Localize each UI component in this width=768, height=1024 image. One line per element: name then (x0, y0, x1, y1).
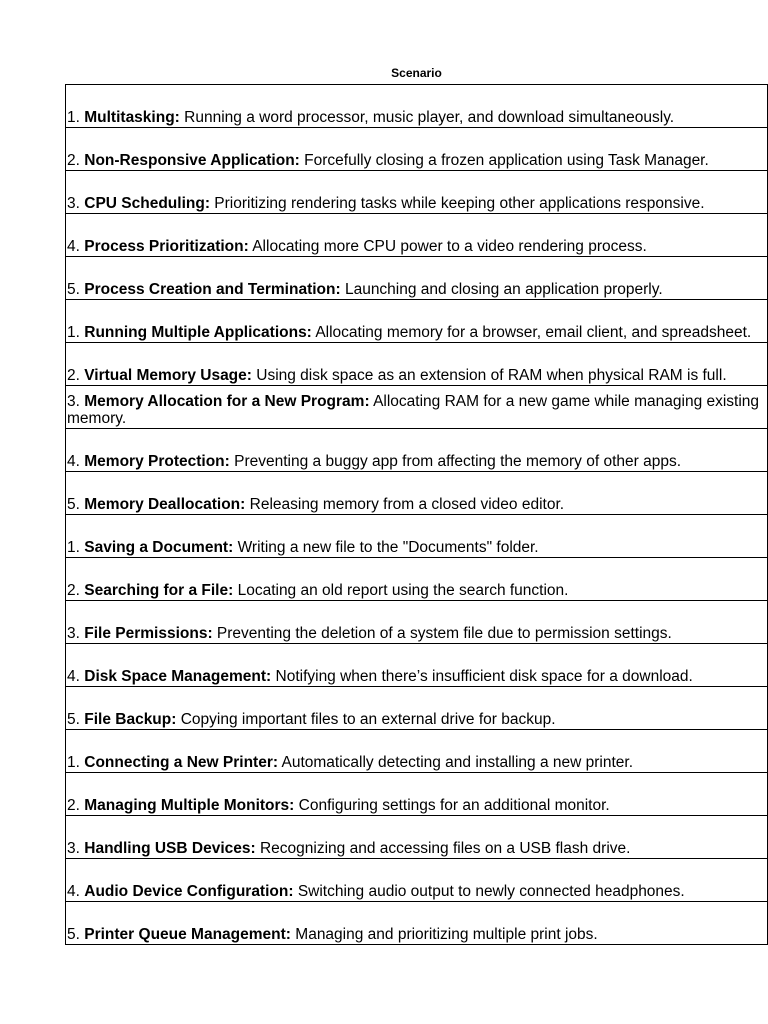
scenario-cell[interactable] (66, 859, 768, 902)
scenario-number: 4. (67, 238, 80, 255)
scenario-cell[interactable] (66, 300, 768, 343)
scenario-description: Allocating more CPU power to a video rendering process. (252, 238, 647, 255)
scenario-number: 2. (67, 152, 80, 169)
scenario-number: 5. (67, 926, 80, 943)
scenario-number: 5. (67, 711, 80, 728)
scenario-description: Notifying when there’s insufficient disk space for a download. (275, 668, 693, 685)
scenario-description: Configuring settings for an additional monitor. (298, 797, 610, 814)
table-row (66, 644, 768, 687)
scenario-cell[interactable] (66, 730, 768, 773)
scenario-term: Memory Deallocation: (84, 496, 246, 513)
table-row (66, 257, 768, 300)
scenario-description: Prioritizing rendering tasks while keeping other applications responsive. (214, 195, 705, 212)
scenario-term: Virtual Memory Usage: (84, 367, 252, 384)
scenario-term: Memory Protection: (84, 453, 230, 470)
scenario-term: File Backup: (84, 711, 177, 728)
scenario-number: 1. (67, 539, 80, 556)
scenario-cell[interactable] (66, 386, 768, 429)
scenario-cell[interactable] (66, 472, 768, 515)
scenario-term: Connecting a New Printer: (84, 754, 279, 771)
scenario-cell[interactable] (66, 214, 768, 257)
table-row (66, 902, 768, 945)
table-row (66, 816, 768, 859)
scenario-table-body (66, 85, 768, 945)
scenario-term: Audio Device Configuration: (84, 883, 294, 900)
table-row (66, 558, 768, 601)
scenario-number: 3. (67, 840, 80, 857)
scenario-term: Non-Responsive Application: (84, 152, 300, 169)
scenario-description: Locating an old report using the search function. (237, 582, 569, 599)
scenario-number: 5. (67, 496, 80, 513)
scenario-number: 1. (67, 754, 80, 771)
scenario-number: 1. (67, 109, 80, 126)
scenario-term: Disk Space Management: (84, 668, 272, 685)
table-row (66, 730, 768, 773)
scenario-cell[interactable] (66, 558, 768, 601)
table-row (66, 773, 768, 816)
table-row (66, 687, 768, 730)
scenario-cell[interactable] (66, 515, 768, 558)
scenario-description: Recognizing and accessing files on a USB flash drive. (259, 840, 631, 857)
table-row (66, 85, 768, 128)
scenario-term: Handling USB Devices: (84, 840, 256, 857)
scenario-term: Saving a Document: (84, 539, 234, 556)
scenario-term: Searching for a File: (84, 582, 234, 599)
scenario-description: Using disk space as an extension of RAM when physical RAM is full. (256, 367, 727, 384)
scenario-cell[interactable] (66, 902, 768, 945)
scenario-description: Allocating memory for a browser, email client, and spreadsheet. (315, 324, 752, 341)
table-row (66, 859, 768, 902)
scenario-term: Running Multiple Applications: (84, 324, 312, 341)
scenario-description: Releasing memory from a closed video editor. (249, 496, 565, 513)
scenario-number: 4. (67, 453, 80, 470)
scenario-cell[interactable] (66, 773, 768, 816)
scenario-term: Process Creation and Termination: (84, 281, 341, 298)
scenario-cell[interactable] (66, 128, 768, 171)
table-row (66, 171, 768, 214)
scenario-number: 3. (67, 195, 80, 212)
scenario-term: Multitasking: (84, 109, 180, 126)
scenario-cell[interactable] (66, 816, 768, 859)
scenario-cell[interactable] (66, 687, 768, 730)
scenario-description: Allocating RAM for a new game while managing existing memory. (67, 393, 760, 427)
scenario-number: 2. (67, 797, 80, 814)
scenario-cell[interactable] (66, 429, 768, 472)
table-row (66, 429, 768, 472)
scenario-cell[interactable] (66, 171, 768, 214)
scenario-number: 1. (67, 324, 80, 341)
scenario-description: Preventing a buggy app from affecting the memory of other apps. (234, 453, 682, 470)
scenario-number: 5. (67, 281, 80, 298)
scenario-cell[interactable] (66, 601, 768, 644)
scenario-number: 4. (67, 668, 80, 685)
scenario-cell[interactable] (66, 343, 768, 386)
scenario-table (65, 84, 768, 945)
scenario-number: 4. (67, 883, 80, 900)
scenario-description: Running a word processor, music player, and download simultaneously. (184, 109, 675, 126)
scenario-description: Automatically detecting and installing a new printer. (281, 754, 634, 771)
scenario-number: 3. (67, 393, 80, 410)
scenario-description: Preventing the deletion of a system file due to permission settings. (216, 625, 672, 642)
scenario-description: Writing a new file to the "Documents" folder. (237, 539, 539, 556)
scenario-description: Switching audio output to newly connected headphones. (297, 883, 685, 900)
scenario-cell[interactable] (66, 257, 768, 300)
scenario-term: CPU Scheduling: (84, 195, 210, 212)
table-row (66, 128, 768, 171)
table-row (66, 601, 768, 644)
scenario-description: Forcefully closing a frozen application using Task Manager. (304, 152, 709, 169)
scenario-term: File Permissions: (84, 625, 213, 642)
scenario-description: Launching and closing an application properly. (344, 281, 663, 298)
scenario-number: 2. (67, 582, 80, 599)
table-row (66, 386, 768, 429)
table-row (66, 214, 768, 257)
column-header-scenario: Scenario (391, 66, 442, 80)
scenario-number: 2. (67, 367, 80, 384)
scenario-description: Copying important files to an external drive for backup. (180, 711, 556, 728)
scenario-term: Managing Multiple Monitors: (84, 797, 295, 814)
scenario-number: 3. (67, 625, 80, 642)
table-row (66, 343, 768, 386)
scenario-description: Managing and prioritizing multiple print jobs. (295, 926, 598, 943)
scenario-term: Process Prioritization: (84, 238, 249, 255)
table-row (66, 300, 768, 343)
scenario-cell[interactable] (66, 85, 768, 128)
scenario-term: Memory Allocation for a New Program: (84, 393, 370, 410)
scenario-cell[interactable] (66, 644, 768, 687)
table-row (66, 472, 768, 515)
table-row (66, 515, 768, 558)
scenario-term: Printer Queue Management: (84, 926, 291, 943)
